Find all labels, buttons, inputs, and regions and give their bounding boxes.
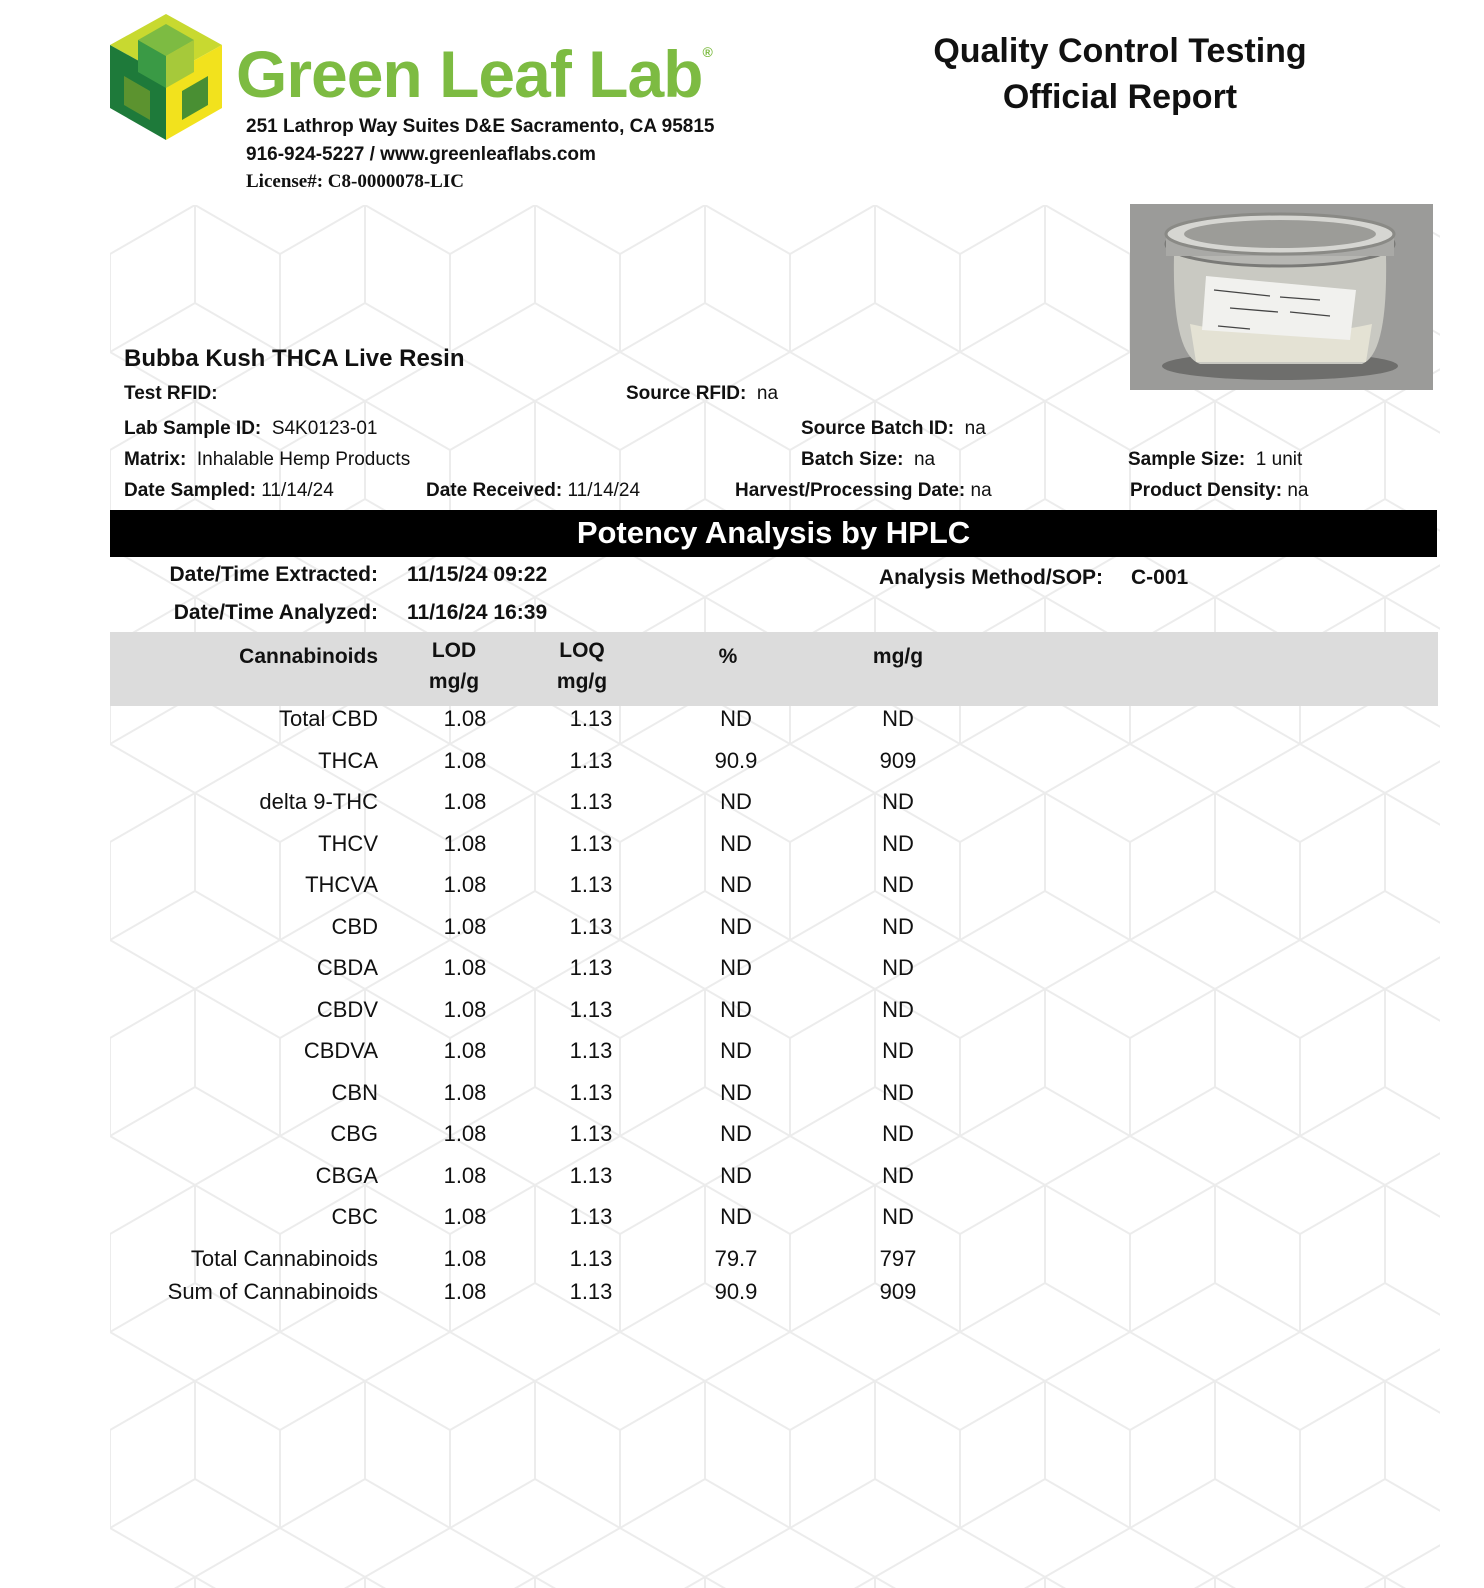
lod-value: 1.08 (443, 747, 487, 773)
mg-per-g-value: 909 (879, 1279, 917, 1304)
percent-value: ND (720, 830, 752, 856)
col-loq: LOQ mg/g (556, 639, 608, 693)
lod-value: 1.08 (443, 706, 487, 731)
date-received: Date Received: 11/14/24 (426, 480, 641, 501)
lod-value: 1.08 (443, 872, 487, 897)
cannabinoid-name: CBG (330, 1121, 378, 1146)
loq-value: 1.13 (569, 1162, 613, 1188)
lod-value: 1.08 (443, 955, 487, 980)
table-row (110, 748, 1110, 778)
mg-per-g-value: 797 (879, 1245, 917, 1271)
table-header (110, 632, 1438, 706)
product-density: Product Density: na (1130, 480, 1309, 501)
percent-value: 90.9 (714, 1279, 758, 1304)
loq-value: 1.13 (569, 996, 613, 1022)
mg-per-g-value: ND (882, 996, 914, 1022)
mg-per-g-value: ND (882, 706, 914, 731)
loq-value: 1.13 (569, 872, 613, 897)
percent-value: ND (720, 955, 752, 980)
mg-per-g-value: ND (882, 789, 914, 814)
table-row (110, 1246, 1110, 1276)
loq-value: 1.13 (569, 830, 613, 856)
loq-value: 1.13 (569, 1204, 613, 1229)
col-percent: % (718, 645, 738, 668)
cannabinoid-name: THCV (318, 830, 378, 856)
loq-value: 1.13 (569, 706, 613, 731)
date-sampled: Date Sampled: 11/14/24 (124, 480, 334, 501)
percent-value: ND (720, 1162, 752, 1188)
loq-value: 1.13 (569, 789, 613, 814)
cannabinoid-name: THCVA (305, 872, 378, 897)
percent-value: ND (720, 996, 752, 1022)
cannabinoid-name: Total Cannabinoids (190, 1245, 378, 1271)
analyzed-label: Date/Time Analyzed: (173, 601, 378, 624)
lod-value: 1.08 (443, 1121, 487, 1146)
mg-per-g-value: ND (882, 1121, 914, 1146)
report-title-line1: Quality Control Testing (933, 32, 1307, 70)
lab-sample-id: Lab Sample ID: S4K0123-01 (124, 418, 378, 439)
mg-per-g-value: ND (882, 1038, 914, 1063)
lab-license: License#: C8-0000078-LIC (246, 171, 464, 192)
loq-value: 1.13 (569, 747, 613, 773)
loq-value: 1.13 (569, 1038, 613, 1063)
table-row (110, 1080, 1110, 1110)
col-lod: LOD mg/g (428, 639, 480, 693)
lab-address: 251 Lathrop Way Suites D&E Sacramento, CA 95815 (246, 116, 715, 137)
source-batch-id: Source Batch ID: na (801, 418, 986, 439)
table-row (110, 1163, 1110, 1193)
extracted-value: 11/15/24 09:22 (407, 563, 548, 586)
test-rfid: Test RFID: (124, 383, 218, 404)
table-row (110, 831, 1110, 861)
table-row (110, 789, 1110, 819)
brand-name: Green Leaf Lab® (236, 37, 712, 111)
cannabinoid-name: Sum of Cannabinoids (167, 1279, 378, 1304)
harvest-date: Harvest/Processing Date: na (735, 480, 992, 501)
lod-value: 1.08 (443, 996, 487, 1022)
method-value: C-001 (1131, 566, 1189, 589)
col-mg-per-g: mg/g (872, 645, 924, 668)
cannabinoid-name: CBDVA (303, 1038, 378, 1063)
extracted-label: Date/Time Extracted: (169, 563, 378, 586)
lod-value: 1.08 (443, 830, 487, 856)
mg-per-g-value: ND (882, 1079, 914, 1105)
loq-value: 1.13 (569, 1121, 613, 1146)
table-row (110, 997, 1110, 1027)
cannabinoid-name: CBC (331, 1204, 378, 1229)
loq-value: 1.13 (569, 913, 613, 939)
table-row (110, 1279, 1110, 1309)
report-title-line2: Official Report (1002, 78, 1238, 116)
lod-value: 1.08 (443, 1079, 487, 1105)
cannabinoid-name: CBN (331, 1079, 378, 1105)
mg-per-g-value: ND (882, 872, 914, 897)
hexagon-cube-logo-icon (110, 14, 222, 140)
mg-per-g-value: ND (882, 955, 914, 980)
loq-value: 1.13 (569, 1279, 613, 1304)
lod-value: 1.08 (443, 1162, 487, 1188)
cannabinoid-name: CBGA (315, 1162, 378, 1188)
lod-value: 1.08 (443, 1038, 487, 1063)
batch-size: Batch Size: na (801, 449, 936, 470)
percent-value: ND (720, 1038, 752, 1063)
lod-value: 1.08 (443, 1279, 487, 1304)
percent-value: ND (720, 872, 752, 897)
source-rfid: Source RFID: na (626, 383, 779, 404)
table-row (110, 914, 1110, 944)
percent-value: ND (720, 913, 752, 939)
percent-value: 79.7 (714, 1245, 758, 1271)
lod-value: 1.08 (443, 1204, 487, 1229)
loq-value: 1.13 (569, 1245, 613, 1271)
mg-per-g-value: ND (882, 1162, 914, 1188)
table-row (110, 1038, 1110, 1068)
loq-value: 1.13 (569, 955, 613, 980)
percent-value: ND (720, 1079, 752, 1105)
lab-contact: 916-924-5227 / www.greenleaflabs.com (246, 144, 596, 165)
table-row (110, 1204, 1110, 1234)
cannabinoid-name: delta 9-THC (259, 789, 378, 814)
col-cannabinoids: Cannabinoids (239, 645, 378, 668)
product-name: Bubba Kush THCA Live Resin (124, 345, 465, 372)
percent-value: ND (720, 1204, 752, 1229)
loq-value: 1.13 (569, 1079, 613, 1105)
analyzed-value: 11/16/24 16:39 (407, 601, 548, 624)
mg-per-g-value: ND (882, 830, 914, 856)
lod-value: 1.08 (443, 1245, 487, 1271)
cannabinoid-name: CBDV (316, 996, 378, 1022)
percent-value: ND (720, 706, 752, 731)
cannabinoid-name: CBDA (316, 955, 378, 980)
cannabinoid-name: THCA (318, 747, 378, 773)
potency-banner: Potency Analysis by HPLC (110, 510, 1437, 557)
cannabinoid-name: CBD (331, 913, 378, 939)
method-label: Analysis Method/SOP: (879, 566, 1104, 589)
mg-per-g-value: ND (882, 913, 914, 939)
cannabinoid-name: Total CBD (278, 706, 378, 731)
sample-size: Sample Size: 1 unit (1128, 449, 1303, 470)
lod-value: 1.08 (443, 913, 487, 939)
sample-jar-photo (1130, 204, 1433, 390)
table-row (110, 872, 1110, 902)
percent-value: ND (720, 1121, 752, 1146)
percent-value: 90.9 (714, 747, 758, 773)
percent-value: ND (720, 789, 752, 814)
lod-value: 1.08 (443, 789, 487, 814)
table-row (110, 955, 1110, 985)
mg-per-g-value: 909 (879, 747, 917, 773)
table-row (110, 1121, 1110, 1151)
mg-per-g-value: ND (882, 1204, 914, 1229)
registered-mark: ® (702, 44, 712, 60)
matrix: Matrix: Inhalable Hemp Products (124, 449, 411, 470)
table-row (110, 706, 1110, 736)
